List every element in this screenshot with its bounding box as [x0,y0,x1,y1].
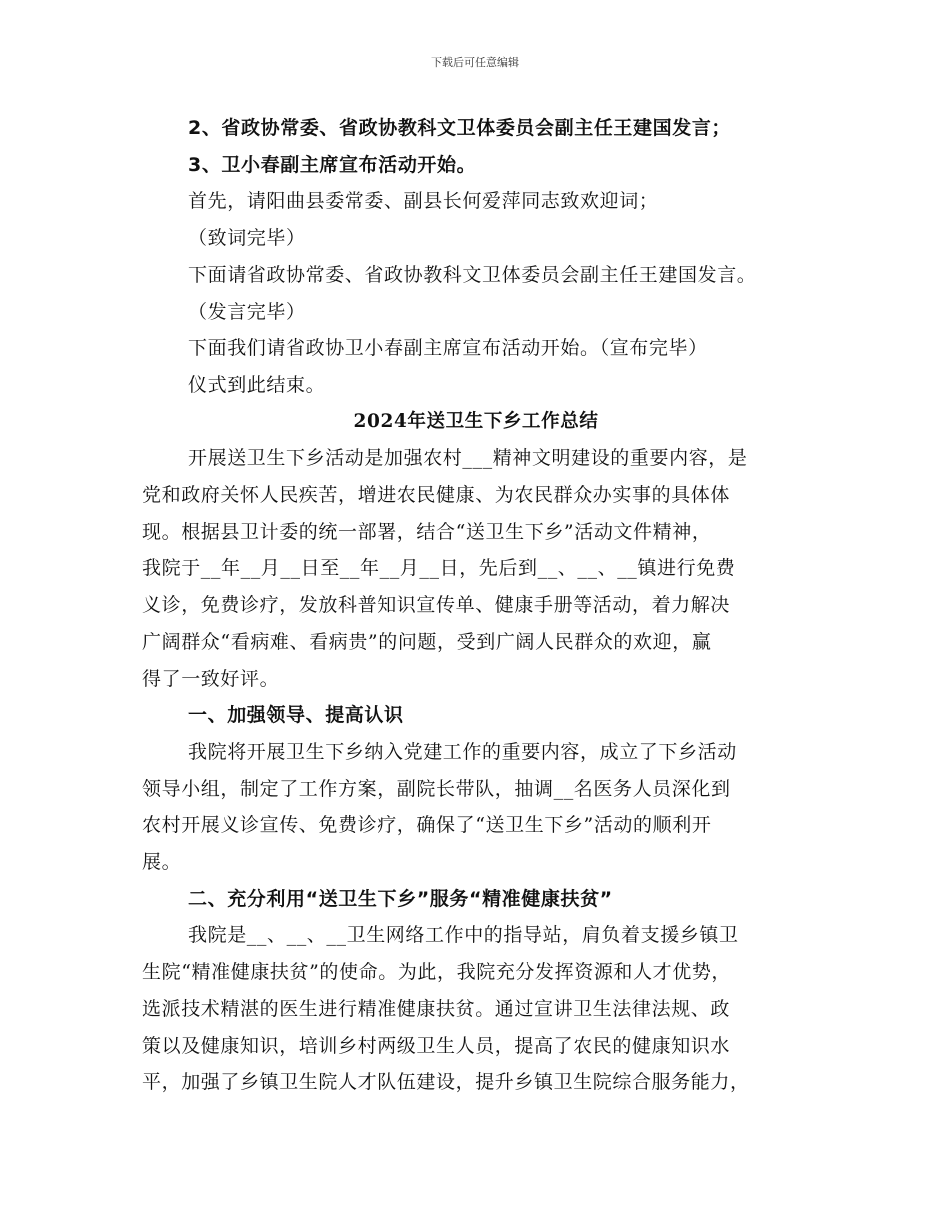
text-line: 广阔群众“看病难、看病贵”的问题，受到广阔人民群众的欢迎，赢 [142,630,712,653]
text-line: 展。 [142,851,182,874]
text-line: 首先，请阳曲县委常委、副县长何爱萍同志致欢迎词； [188,190,659,213]
heading-line: 2、省政协常委、省政协教科文卫体委员会副主任王建国发言； [188,117,732,139]
text-line: 平，加强了乡镇卫生院人才队伍建设，提升乡镇卫生院综合服务能力， [142,1071,750,1094]
page-header: 下载后可任意编辑 [431,56,519,69]
text-line: （发言完毕） [188,300,306,323]
text-line: 现。根据县卫计委的统一部署，结合“送卫生下乡”活动文件精神， [142,520,712,543]
text-line: （致词完毕） [188,227,306,250]
text-line: 开展送卫生下乡活动是加强农村___精神文明建设的重要内容，是 [188,447,748,470]
text-line: 党和政府关怀人民疾苦，增进农民健康、为农民群众办实事的具体体 [142,484,731,507]
text-line: 生院“精准健康扶贫”的使命。为此，我院充分发挥资源和人才优势， [142,961,732,984]
section-title: 2024年送卫生下乡工作总结 [353,410,599,432]
text-line: 下面我们请省政协卫小春副主席宣布活动开始。（宣布完毕） [188,337,708,360]
text-line: 我院将开展卫生下乡纳入党建工作的重要内容，成立了下乡活动 [188,740,737,763]
text-line: 农村开展义诊宣传、免费诊疗，确保了“送卫生下乡”活动的顺利开 [142,814,712,837]
text-line: 我院是__、__、__卫生网络工作中的指导站，肩负着支援乡镇卫 [188,924,739,947]
text-line: 选派技术精湛的医生进行精准健康扶贫。通过宣讲卫生法律法规、政 [142,997,731,1020]
heading-line: 二、充分利用“送卫生下乡”服务“精准健康扶贫” [188,887,613,910]
text-line: 仪式到此结束。 [188,373,326,396]
text-line: 我院于__年__月__日至__年__月__日，先后到__、__、__镇进行免费 [142,557,736,580]
document-body [142,110,810,1101]
heading-line: 一、加强领导、提高认识 [188,704,404,727]
text-line: 义诊，免费诊疗，发放科普知识宣传单、健康手册等活动，着力解决 [142,594,731,617]
text-line: 得了一致好评。 [142,667,280,690]
text-line: 策以及健康知识，培训乡村两级卫生人员，提高了农民的健康知识水 [142,1034,731,1057]
text-line: 下面请省政协常委、省政协教科文卫体委员会副主任王建国发言。 [188,263,757,286]
text-line: 领导小组，制定了工作方案，副院长带队，抽调__名医务人员深化到 [142,777,731,800]
heading-line: 3、卫小春副主席宣布活动开始。 [188,153,477,176]
